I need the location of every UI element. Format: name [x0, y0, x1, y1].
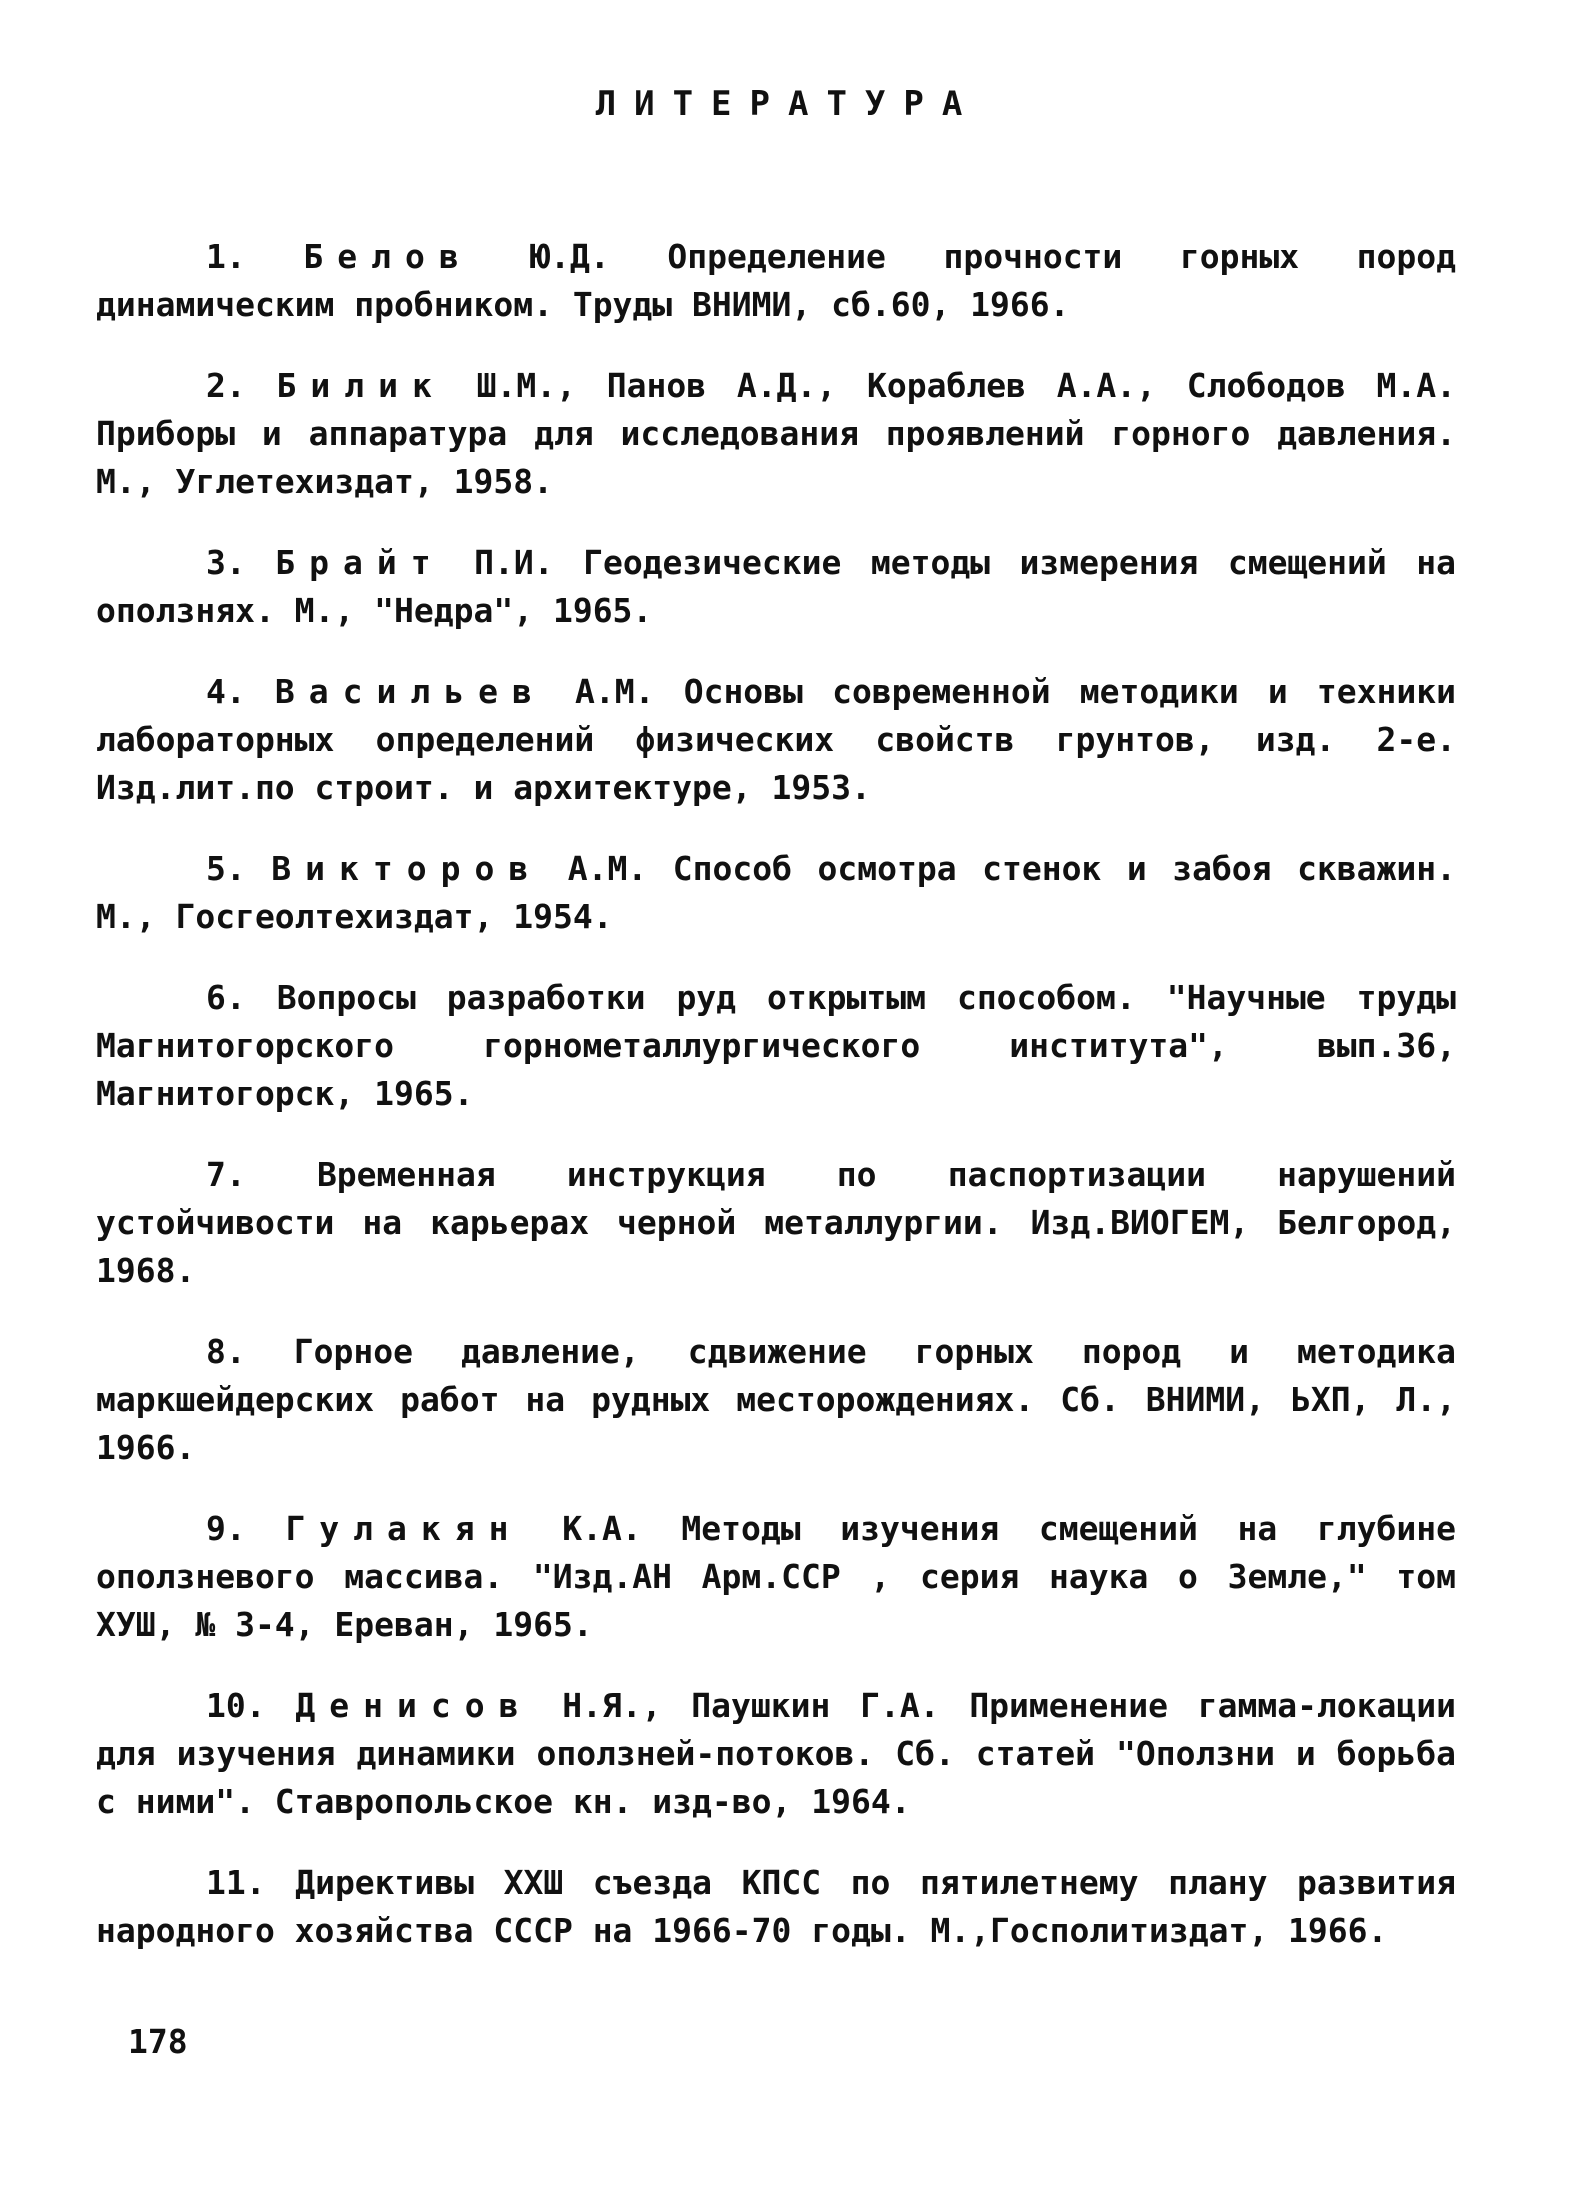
reference-author: Гулакян: [285, 1509, 523, 1548]
reference-number: 9.: [206, 1509, 246, 1548]
reference-item: [96, 1328, 1456, 1472]
reference-number: 6.: [206, 978, 246, 1017]
reference-initials: Ш.М., Панов А.Д., Кораблев А.А., Слободов М.А.: [476, 366, 1456, 405]
reference-text: Вопросы разработки руд открытым способом. "Научные труды Магнитогорского горнометаллургического института", вып.36, Магнитогорск, 1965.: [96, 978, 1456, 1113]
reference-author: Белов: [303, 237, 473, 276]
reference-item: [96, 362, 1456, 506]
reference-initials: П.И.: [474, 543, 554, 582]
reference-text: Методы изучения смещений на глубине оползневого массива. "Изд.АН Арм.ССР , серия наука о Земле," том ХУШ, № 3-4, Ереван, 1965.: [96, 1509, 1456, 1644]
reference-number: 2.: [206, 366, 246, 405]
reference-item: [96, 974, 1456, 1118]
reference-initials: Н.Я., Паушкин Г.А.: [562, 1686, 940, 1725]
reference-number: 10.: [206, 1686, 266, 1725]
reference-item: [96, 1859, 1456, 1955]
reference-text: Основы современной методики и техники лабораторных определений физических свойств грунтов, изд. 2-е. Изд.лит.по строит. и архитектуре, 1953.: [96, 672, 1456, 807]
reference-item: [96, 1151, 1456, 1295]
reference-author: Билик: [276, 366, 446, 405]
reference-text: Приборы и аппаратура для исследования проявлений горного давления. М., Углетехиздат, 1958.: [96, 414, 1456, 501]
reference-item: [96, 845, 1456, 941]
reference-text: Временная инструкция по паспортизации нарушений устойчивости на карьерах черной металлургии. Изд.ВИОГЕМ, Белгород, 1968.: [96, 1155, 1456, 1290]
reference-text: Геодезические методы измерения смещений на оползнях. М., "Недра", 1965.: [96, 543, 1457, 630]
reference-number: 7.: [206, 1155, 246, 1194]
reference-item: [96, 539, 1456, 635]
reference-item: [96, 1682, 1456, 1826]
reference-item: [96, 233, 1456, 329]
page-number: 178: [128, 2022, 188, 2061]
reference-list: [96, 200, 1456, 1973]
reference-author: Васильев: [274, 672, 546, 711]
reference-text: Определение прочности горных пород динамическим пробником. Труды ВНИМИ, сб.60, 1966.: [96, 237, 1457, 324]
reference-text: Директивы ХХШ съезда КПСС по пятилетнему плану развития народного хозяйства СССР на 1966-70 годы. М.,Госполитиздат, 1966.: [96, 1863, 1456, 1950]
reference-item: [96, 668, 1456, 812]
reference-initials: Ю.Д.: [530, 237, 610, 276]
reference-text: Способ осмотра стенок и забоя скважин. М., Госгеолтехиздат, 1954.: [96, 849, 1457, 936]
reference-initials: А.М.: [575, 672, 655, 711]
reference-number: 1.: [206, 237, 246, 276]
reference-text: Горное давление, сдвижение горных пород и методика маркшейдерских работ на рудных месторождениях. Сб. ВНИМИ, ЬХП, Л., 1966.: [96, 1332, 1456, 1467]
reference-initials: К.А.: [562, 1509, 642, 1548]
reference-number: 11.: [206, 1863, 266, 1902]
reference-item: [96, 1505, 1456, 1649]
reference-text: Применение гамма-локации для изучения динамики оползней-потоков. Сб. статей "Оползни и борьба с ними". Ставропольское кн. изд-во, 1964.: [96, 1686, 1457, 1821]
reference-author: Брайт: [275, 543, 445, 582]
reference-initials: А.М.: [567, 849, 648, 888]
reference-author: Викторов: [271, 849, 543, 888]
reference-number: 4.: [206, 672, 246, 711]
reference-author: Денисов: [295, 1686, 533, 1725]
page-title: ЛИТЕРАТУРА: [595, 84, 981, 124]
reference-number: 8.: [206, 1332, 246, 1371]
reference-number: 5.: [206, 849, 246, 888]
reference-number: 3.: [206, 543, 246, 582]
